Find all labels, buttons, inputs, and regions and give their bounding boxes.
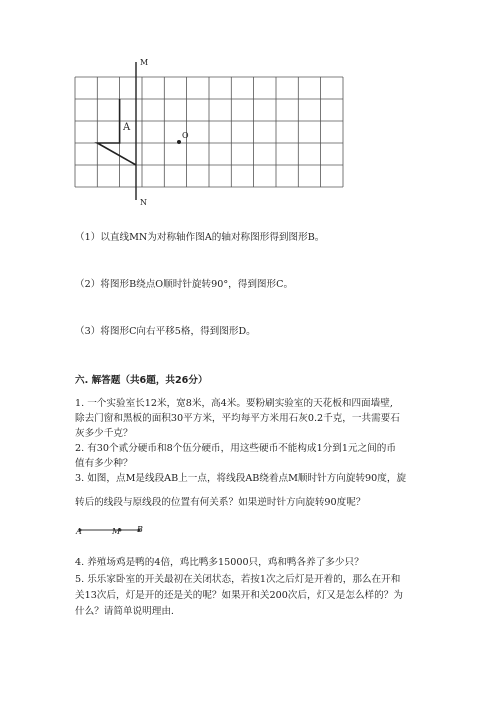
problem-1-line-3: 灰多少千克？ [75,428,133,439]
segment-label-a: A [76,527,82,536]
problem-3-line-2: 转后的线段与原线段的位置有何关系？如果逆时针方向旋转90度呢？ [75,497,366,508]
label-m: M [140,58,149,67]
label-n: N [140,198,147,207]
grid-lines [75,77,343,187]
problem-1-line-1: 1. 一个实验室长12米，宽8米，高4米。要粉刷实验室的天花板和四面墙壁, [75,398,393,409]
problem-3-line-1: 3. 如图，点M是线段AB上一点，将线段AB绕着点M顺时针方向旋转90度，旋 [75,473,407,484]
problem-5-line-3: 什么？请简单说明理由. [75,606,174,617]
problem-5-line-2: 关13次后，灯是开的还是关的呢？如果开和关200次后，灯又是怎么样的？为 [75,590,403,601]
segment-label-m: M [112,527,121,536]
problem-4-line-1: 4. 养殖场鸡是鸭的4倍，鸡比鸭多15000只，鸡和鸭各养了多少只？ [75,557,364,568]
task-2: （2）将图形B绕点O顺时针旋转90°，得到图形C。 [75,279,294,290]
problem-1-line-2: 除去门窗和黑板的面积30平方米，平均每平方米用石灰0.2千克，一共需要石 [75,413,400,424]
section-title: 六. 解答题（共6题，共26分） [75,375,208,386]
label-o: O [182,131,189,140]
point-o [177,140,181,144]
problem-5-line-1: 5. 乐乐家卧室的开关最初在关闭状态，若按1次之后灯是开着的，那么在开和 [75,574,401,585]
problem-2-line-2: 值有多少种？ [75,458,133,469]
segment-label-b: B [137,525,143,534]
task-3: （3）将图形C向右平移5格，得到图形D。 [75,326,256,337]
problem-2-line-1: 2. 有30个贰分硬币和8个伍分硬币，用这些硬币不能构成1分到1元之间的币 [75,443,396,454]
task-1: （1）以直线MN为对称轴作图A的轴对称图形得到图形B。 [75,232,325,243]
label-a: A [123,122,131,133]
